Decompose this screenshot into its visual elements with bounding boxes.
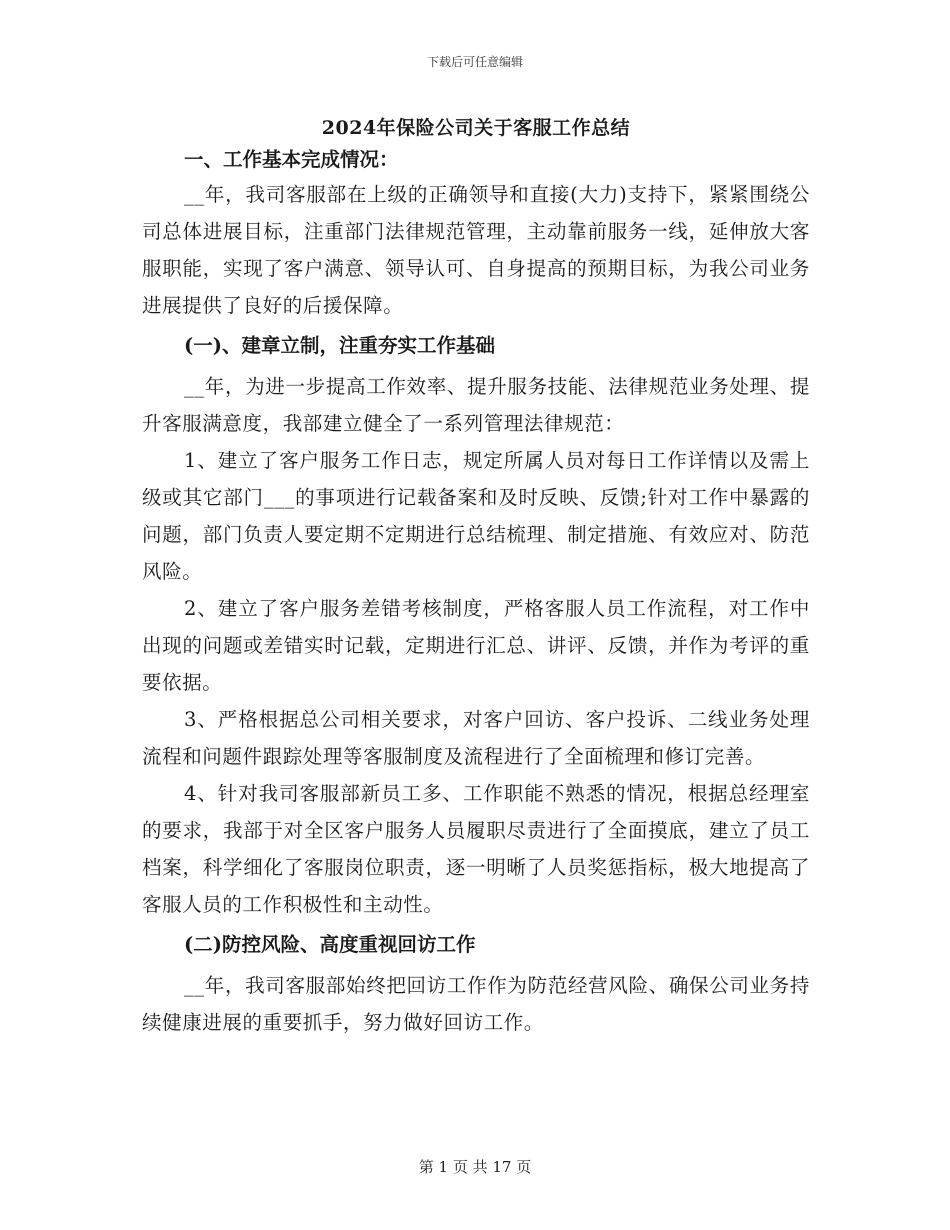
document-title: 2024年保险公司关于客服工作总结 — [321, 117, 631, 139]
page-number-footer: 第 1 页 共 17 页 — [418, 1158, 532, 1176]
list-item-2: 2、建立了客户服务差错考核制度，严格客服人员工作流程，对工作中出现的问题或差错实时记载，定期进行汇总、讲评、反馈，并作为考评的重要依据。 — [142, 597, 810, 694]
list-item-3: 3、严格根据总公司相关要求，对客户回访、客户投诉、二线业务处理流程和问题件跟踪处理等客服制度及流程进行了全面梳理和修订完善。 — [142, 708, 810, 768]
section-heading-1: 一、工作基本完成情况： — [184, 148, 399, 171]
page-header-note: 下载后可任意编辑 — [426, 55, 523, 69]
subsection-heading-1: (一)、建章立制，注重夯实工作基础 — [184, 334, 495, 357]
subsection-2-intro: __年，我司客服部始终把回访工作作为防范经营风险、确保公司业务持续健康进展的重要抓手，努力做好回访工作。 — [142, 974, 810, 1034]
subsection-1-intro: __年，为进一步提高工作效率、提升服务技能、法律规范业务处理、提升客服满意度，我部建立健全了一系列管理法律规范： — [142, 375, 810, 435]
subsection-heading-2: (二)防控风险、高度重视回访工作 — [184, 933, 476, 956]
list-item-4: 4、针对我司客服部新员工多、工作职能不熟悉的情况，根据总经理室的要求，我部于对全区客户服务人员履职尽责进行了全面摸底，建立了员工档案，科学细化了客服岗位职责，逐一明晰了人员奖惩指标，极大地提高了客服人员的工作积极性和主动性。 — [142, 782, 810, 916]
document-body — [142, 112, 810, 1041]
intro-paragraph: __年，我司客服部在上级的正确领导和直接(大力)支持下，紧紧围绕公司总体进展目标，注重部门法律规范管理，主动靠前服务一线，延伸放大客服职能，实现了客户满意、领导认可、自身提高的预期目标，为我公司业务进展提供了良好的后援保障。 — [142, 183, 810, 317]
list-item-1: 1、建立了客户服务工作日志，规定所属人员对每日工作详情以及需上级或其它部门___的事项进行记载备案和及时反映、反馈;针对工作中暴露的问题，部门负责人要定期不定期进行总结梳理、制定措施、有效应对、防范风险。 — [142, 449, 810, 583]
